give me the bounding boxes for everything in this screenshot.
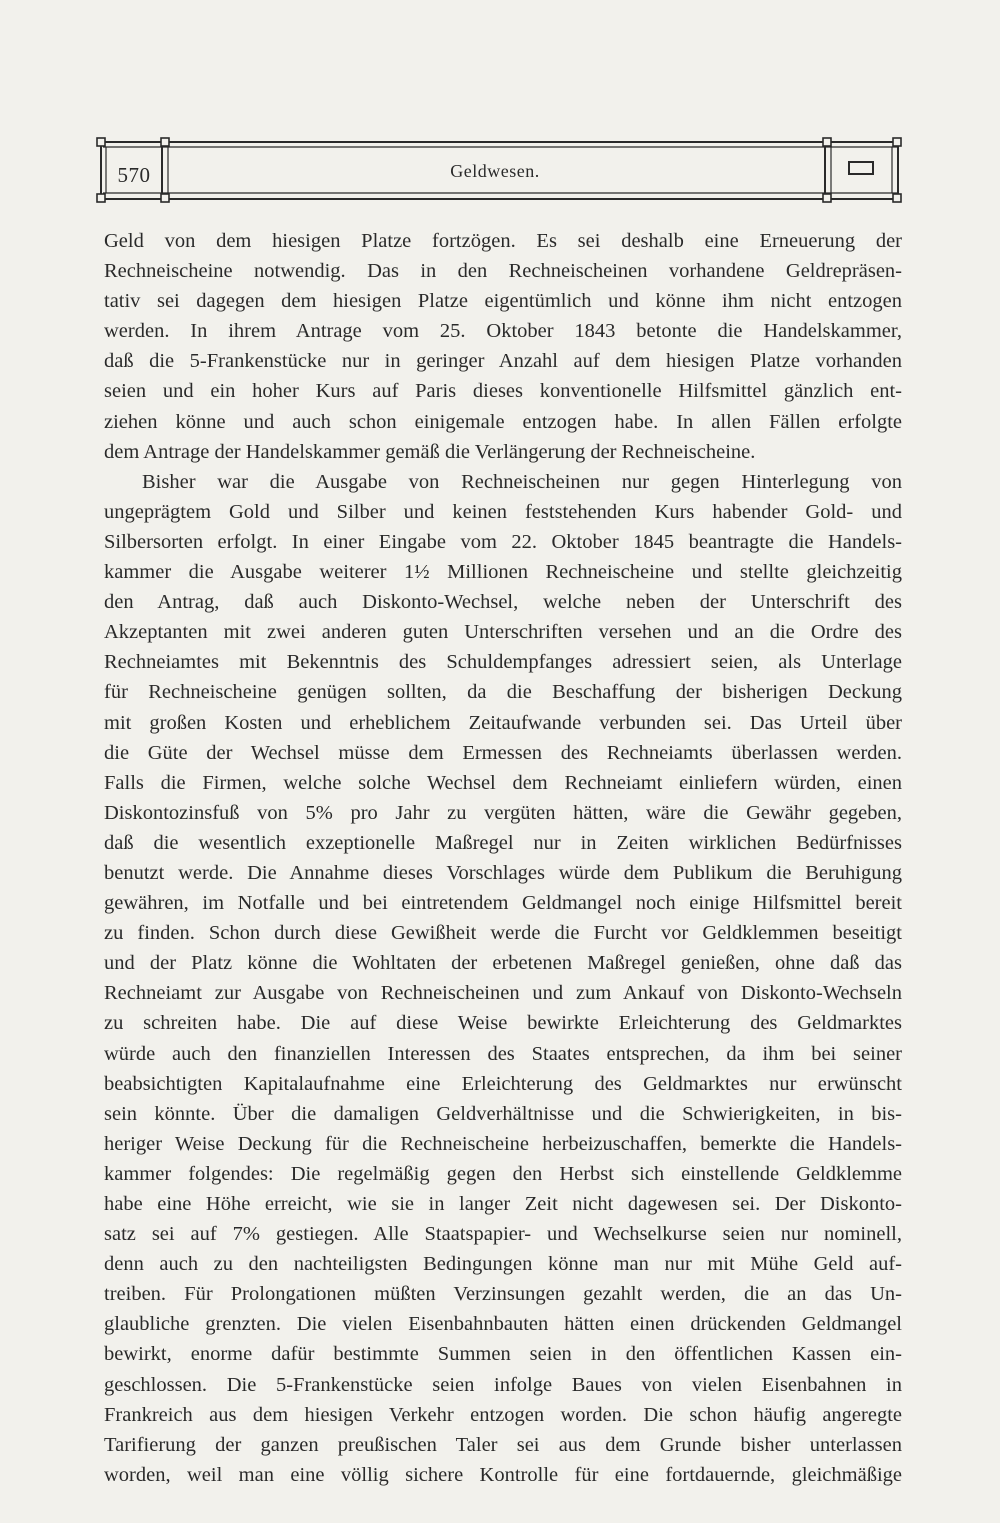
text-line: ziehen könne und auch schon einigemale entzogen habe. In allen Fällen erfolgte: [104, 410, 902, 433]
text-line: benutzt werde. Die Annahme dieses Vorschlages würde dem Publikum die Beruhigung: [104, 861, 902, 884]
text-line: den Antrag, daß auch Diskonto-Wechsel, welche neben der Unterschrift des: [104, 591, 902, 614]
text-line: zu finden. Schon durch diese Gewißheit werde die Furcht vor Geldklemmen beseitigt: [104, 922, 902, 945]
text-line: daß die 5-Frankenstücke nur in geringer Anzahl auf dem hiesigen Platze vorhanden: [104, 350, 902, 373]
text-line: glaubliche grenzten. Die vielen Eisenbahnbauten hätten einen drückenden Geldmangel: [104, 1313, 902, 1336]
text-line: bewirkt, enorme dafür bestimmte Summen seien in den öffentlichen Kassen ein-: [104, 1343, 902, 1366]
text-line: daß die wesentlich exzeptionelle Maßregel nur in Zeiten wirklichen Bedürfnisses: [104, 831, 902, 854]
text-line: und der Platz könne die Wohltaten der erbetenen Maßregel genießen, ohne daß das: [104, 952, 902, 975]
text-line: kammer folgendes: Die regelmäßig gegen den Herbst sich einstellende Geldklemme: [104, 1162, 902, 1185]
text-line: heriger Weise Deckung für die Rechneischeine herbeizuschaffen, bemerkte die Handels-: [104, 1132, 902, 1155]
running-title: Geldwesen.: [450, 161, 540, 181]
text-line: für Rechneischeine genügen sollten, da die Beschaffung der bisherigen Deckung: [104, 681, 902, 704]
text-line: Falls die Firmen, welche solche Wechsel dem Rechneiamt einliefern würden, einen: [104, 771, 902, 794]
text-line: Akzeptanten mit zwei anderen guten Unterschriften versehen und an die Ordre des: [104, 621, 902, 644]
text-line: mit großen Kosten und erheblichem Zeitaufwande verbunden sei. Das Urteil über: [104, 711, 902, 734]
text-line: würde auch den finanziellen Interessen des Staates entsprechen, da ihm bei seiner: [104, 1042, 902, 1065]
text-line: sein könnte. Über die damaligen Geldverhältnisse und die Schwierigkeiten, in bis-: [104, 1102, 902, 1125]
paragraph-start-line: Bisher war die Ausgabe von Rechneischeinen nur gegen Hinterlegung von: [142, 470, 902, 493]
text-line: worden, weil man eine völlig sichere Kontrolle für eine fortdauernde, gleichmäßige: [104, 1463, 902, 1486]
text-line: dem Antrage der Handelskammer gemäß die Verlängerung der Rechneischeine.: [104, 440, 756, 463]
text-line: zu schreiten habe. Die auf diese Weise bewirkte Erleichterung des Geldmarktes: [104, 1012, 902, 1035]
text-line: Diskontozinsfuß von 5% pro Jahr zu vergüten hätten, wäre die Gewähr gegeben,: [104, 801, 902, 824]
text-line: Silbersorten erfolgt. In einer Eingabe vom 22. Oktober 1845 beantragte die Handels-: [104, 530, 902, 553]
text-line: werden. In ihrem Antrage vom 25. Oktober 1843 betonte die Handelskammer,: [104, 320, 902, 343]
text-line: seien und ein hoher Kurs auf Paris dieses konventionelle Hilfsmittel gänzlich ent-: [104, 380, 902, 403]
text-line: habe eine Höhe erreicht, wie sie in langer Zeit nicht dagewesen sei. Der Diskonto-: [104, 1193, 902, 1215]
text-line: Geld von dem hiesigen Platze fortzögen. Es sei deshalb eine Erneuerung der: [104, 230, 902, 252]
text-line: kammer die Ausgabe weiterer 1½ Millionen Rechneischeine und stellte gleichzeitig: [104, 561, 902, 584]
text-line: denn auch zu den nachteiligsten Bedingungen könne man nur mit Mühe Geld auf-: [104, 1253, 902, 1276]
text-line: Tarifierung der ganzen preußischen Taler sei aus dem Grunde bisher unterlassen: [104, 1433, 902, 1456]
text-line: ungeprägtem Gold und Silber und keinen feststehenden Kurs habender Gold- und: [104, 500, 902, 523]
text-line: gewähren, im Notfalle und bei eintretendem Geldmangel noch einige Hilfsmittel bereit: [104, 892, 902, 915]
text-line: Rechneischeine notwendig. Das in den Rechneischeinen vorhandene Geldrepräsen-: [104, 260, 902, 283]
text-line: Rechneiamt zur Ausgabe von Rechneischeinen und zum Ankauf von Diskonto-Wechseln: [104, 982, 902, 1005]
text-line: Rechneiamtes mit Bekenntnis des Schuldempfanges adressiert seien, als Unterlage: [104, 651, 902, 674]
body-text: [104, 226, 902, 1490]
text-line: geschlossen. Die 5-Frankenstücke seien infolge Baues von vielen Eisenbahnen in: [104, 1373, 902, 1396]
text-line: beabsichtigten Kapitalaufnahme eine Erleichterung des Geldmarktes nur erwünscht: [104, 1072, 902, 1095]
page-number: 570: [117, 163, 151, 187]
text-line: treiben. Für Prolongationen müßten Verzinsungen gezahlt werden, die an das Un-: [104, 1283, 902, 1306]
text-line: tativ sei dagegen dem hiesigen Platze eigentümlich und könne ihm nicht entzogen: [104, 290, 902, 313]
text-line: Frankreich aus dem hiesigen Verkehr entzogen worden. Die schon häufig angeregte: [104, 1403, 902, 1426]
text-line: satz sei auf 7% gestiegen. Alle Staatspapier- und Wechselkurse seien nur nominell,: [104, 1223, 902, 1246]
text-line: die Güte der Wechsel müsse dem Ermessen des Rechneiamts überlassen werden.: [104, 741, 902, 764]
